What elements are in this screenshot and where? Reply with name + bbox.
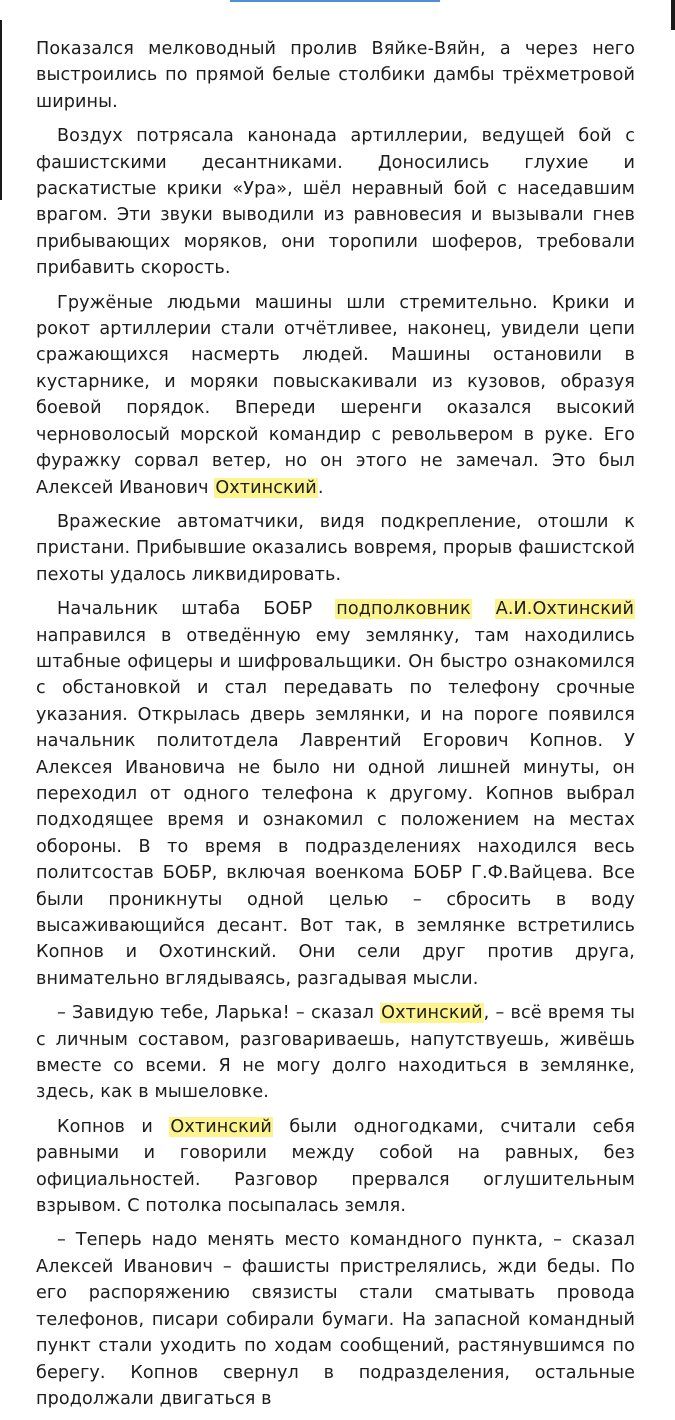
text-run: , – всё время ты с личным составом, разговариваешь, напутствуешь, живёшь вместе со всеми. Я не могу долго находиться в землянке, здесь, как в мышеловке.: [36, 1003, 635, 1103]
paragraph: [36, 509, 635, 588]
paragraph: [36, 36, 635, 115]
text-run: Гружёные людьми машины шли стремительно. Крики и рокот артиллерии стали отчётливее, наконец, увидели цепи сражающихся насмерть людей. Машины остановили в кустарнике, и моряки повыскакивали из кузовов, образуя боевой порядок. Впереди шеренги оказался высокий черноволосый морской командир с револьвером в руке. Его фуражку сорвал ветер, но он этого не замечал. Это был Алексей Иванович: [36, 292, 635, 498]
paragraph: [36, 1227, 635, 1412]
text-run: Вражеские автоматчики, видя подкрепление, отошли к пристани. Прибывшие оказались вовремя, прорыв фашистской пехоты удалось ликвидировать.: [36, 511, 635, 585]
paragraph: [36, 290, 635, 501]
reading-progress-indicator: [230, 0, 440, 2]
highlighted-word[interactable]: Охтинский: [170, 1116, 272, 1137]
right-page-edge: [671, 0, 675, 30]
text-run: [472, 599, 495, 619]
top-status-bar: [0, 0, 675, 3]
highlighted-word[interactable]: А.И.Охтинский: [495, 599, 634, 620]
text-run: – Завидую тебе, Ларька! – сказал: [57, 1003, 381, 1024]
text-run: Показался мелководный пролив Вяйке-Вяйн, а через него выстроились по прямой белые столбики дамбы трёхметровой ширины.: [36, 39, 635, 112]
highlighted-word[interactable]: Охтинский: [381, 1003, 483, 1024]
left-page-edge: [0, 20, 2, 200]
paragraph: [36, 1114, 635, 1220]
text-run: Копнов и: [57, 1116, 170, 1137]
book-page-text[interactable]: [36, 36, 635, 1420]
text-run: направился в отведённую ему землянку, там находились штабные офицеры и шифровальщики. Он быстро ознакомился с обстановкой и стал передавать по телефону срочные указания. Открылась дверь землянки, и на пороге появился начальник политотдела Лаврентий Егорович Копнов. У Алексея Ивановича не было ни одной лишней минуты, он переходил от одного телефона к другому. Копнов выбрал подходящее время и ознакомил с положением на местах обороны. В то время в подразделениях находился весь политсостав БОБР, включая военкома БОБР Г.Ф.Вайцева. Все были проникнуты одной целью – сбросить в воду высаживающийся десант. Вот так, в землянке встретились Копнов и Охотинский. Они сели друг против друга, внимательно вглядываясь, разгадывая мысли.: [36, 625, 635, 989]
text-run: Воздух потрясала канонада артиллерии, ведущей бой с фашистскими десантниками. Доносились глухие и раскатистые крики «Ура», шёл неравный бой с наседавшим врагом. Эти звуки выводили из равновесия и вызывали гнев прибывающих моряков, они торопили шоферов, требовали прибавить скорость.: [36, 126, 635, 279]
text-run: Начальник штаба БОБР: [57, 599, 336, 620]
text-run: .: [317, 477, 324, 498]
paragraph: [36, 1000, 635, 1106]
text-run: – Теперь надо менять место командного пункта, – сказал Алексей Иванович – фашисты пристрелялись, жди беды. По его распоряжению связисты стали сматывать провода телефонов, писари собирали бумаги. На запасной командный пункт стали уходить по ходам сообщений, растянувшимся по берегу. Копнов свернул в подразделения, остальные продолжали двигаться в: [36, 1230, 635, 1409]
highlighted-word[interactable]: подполковник: [336, 599, 471, 620]
highlighted-word[interactable]: Охтинский: [215, 477, 317, 498]
paragraph: [36, 596, 635, 992]
text-run: были одногодками, считали себя равными и говорили между собой на равных, без официальностей. Разговор прервался оглушительным взрывом. С потолка посыпалась земля.: [36, 1116, 635, 1217]
paragraph: [36, 123, 635, 281]
